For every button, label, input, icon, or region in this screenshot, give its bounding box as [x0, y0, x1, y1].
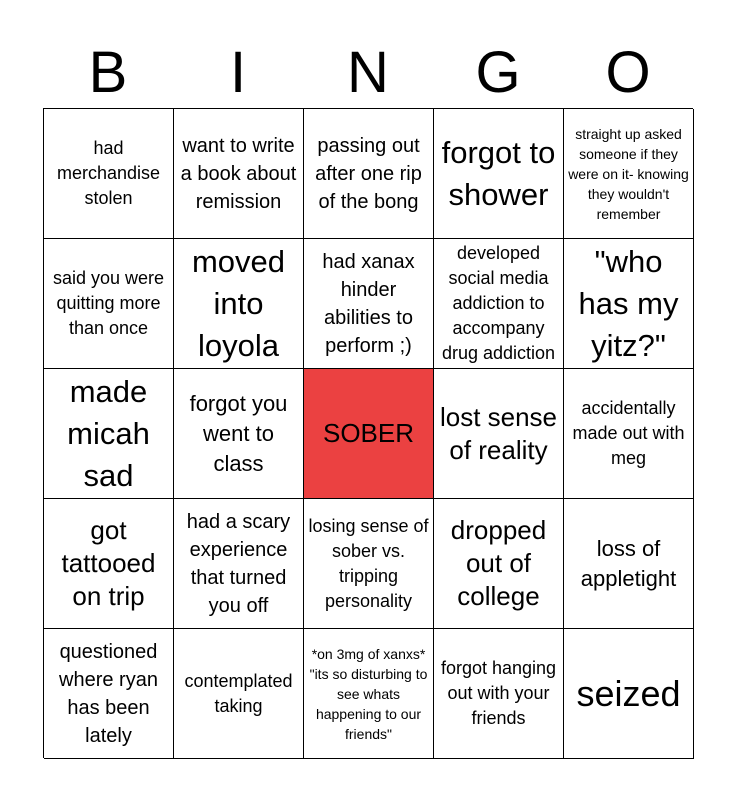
bingo-cell[interactable]: [304, 109, 434, 239]
cell-text: had xanax hinder abilities to perform ;): [322, 250, 415, 357]
bingo-cell[interactable]: [434, 109, 564, 239]
cell-text: questioned where ryan has been lately: [59, 640, 158, 747]
cell-text: seized: [576, 672, 681, 714]
cell-text: got tattooed on trip: [61, 515, 156, 611]
cell-text: said you were quitting more than once: [52, 268, 165, 338]
bingo-cell[interactable]: [434, 629, 564, 759]
cell-text: accidentally made out with meg: [572, 398, 685, 468]
bingo-cell[interactable]: [174, 499, 304, 629]
bingo-cell[interactable]: [564, 369, 694, 499]
cell-text: "who has my yitz?": [578, 243, 679, 363]
bingo-cell[interactable]: [44, 369, 174, 499]
cell-text: moved into loyola: [191, 243, 286, 363]
bingo-cell[interactable]: [434, 369, 564, 499]
cell-text: *on 3mg of xanxs* "its so disturbing to see whats happening to our friends": [309, 645, 428, 742]
bingo-cell[interactable]: [434, 499, 564, 629]
cell-text: developed social media addiction to accompany drug addiction: [441, 243, 556, 363]
bingo-cell[interactable]: [564, 629, 694, 759]
cell-text: forgot to shower: [441, 134, 556, 212]
cell-text: want to write a book about remission: [180, 134, 297, 213]
bingo-cell[interactable]: [564, 499, 694, 629]
cell-text: straight up asked someone if they were on it- knowing they wouldn't remember: [568, 125, 689, 222]
bingo-cell[interactable]: [304, 499, 434, 629]
bingo-cell[interactable]: [564, 239, 694, 369]
cell-text: loss of appletight: [580, 535, 677, 591]
cell-text: lost sense of reality: [439, 401, 558, 465]
bingo-cell[interactable]: [44, 239, 174, 369]
cell-text: passing out after one rip of the bong: [315, 134, 422, 213]
header-letter-n: N: [347, 40, 389, 105]
bingo-cell[interactable]: [174, 369, 304, 499]
cell-text: made micah sad: [67, 373, 150, 493]
free-space-label: SOBER: [322, 418, 415, 448]
bingo-cell[interactable]: [434, 239, 564, 369]
free-space-cell[interactable]: [304, 369, 434, 499]
header-letter-g: G: [475, 40, 521, 105]
bingo-cell[interactable]: [44, 499, 174, 629]
bingo-cell[interactable]: [304, 239, 434, 369]
cell-text: had merchandise stolen: [56, 138, 161, 208]
cell-text: dropped out of college: [450, 515, 547, 611]
cell-text: had a scary experience that turned you off: [186, 510, 291, 617]
bingo-cell[interactable]: [174, 239, 304, 369]
bingo-cell[interactable]: [44, 629, 174, 759]
bingo-board: [43, 108, 693, 758]
header-letter-i: I: [229, 40, 247, 105]
header-letter-o: O: [605, 40, 651, 105]
bingo-cell[interactable]: [44, 109, 174, 239]
bingo-cell[interactable]: [564, 109, 694, 239]
bingo-cell[interactable]: [174, 109, 304, 239]
cell-text: forgot hanging out with your friends: [440, 658, 557, 728]
bingo-cell[interactable]: [304, 629, 434, 759]
cell-text: forgot you went to class: [189, 390, 288, 476]
header-letter-b: B: [88, 40, 128, 105]
cell-text: contemplated taking: [184, 670, 293, 716]
cell-text: losing sense of sober vs. tripping personality: [308, 515, 429, 611]
bingo-header: [43, 40, 693, 106]
bingo-cell[interactable]: [174, 629, 304, 759]
